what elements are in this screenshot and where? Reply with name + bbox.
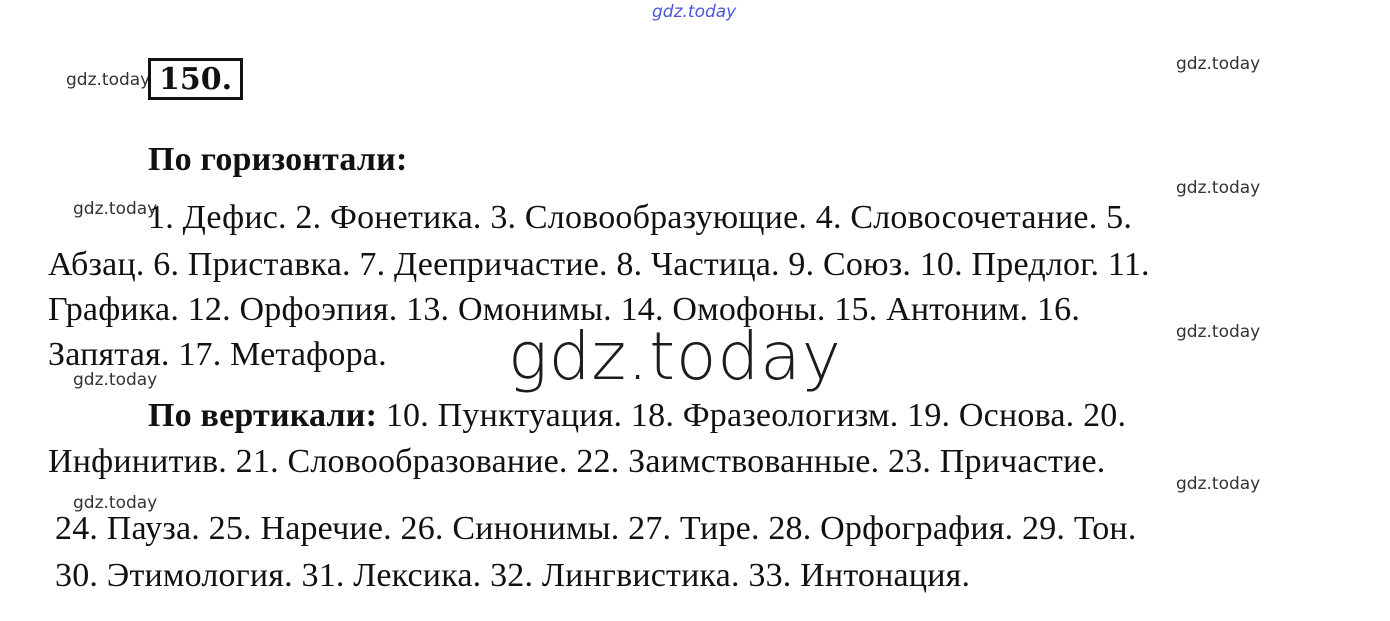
vertical-line-1: 10. Пунктуация. 18. Фразеологизм. 19. Основа. 20. [385, 397, 1127, 434]
vertical-line-1-row [148, 396, 1126, 436]
horizontal-heading: По горизонтали: [148, 141, 408, 178]
watermark-right-1: gdz.today [1176, 54, 1261, 74]
watermark-top: gdz.today [652, 2, 737, 22]
watermark-left-4: gdz.today [73, 493, 158, 513]
watermark-left-2: gdz.today [73, 199, 158, 219]
watermark-right-2: gdz.today [1176, 178, 1261, 198]
vertical-heading: По вертикали: [148, 397, 378, 434]
watermark-left-3: gdz.today [73, 370, 158, 390]
vertical-line-2: Инфинитив. 21. Словообразование. 22. Заимствованные. 23. Причастие. [48, 443, 1106, 480]
horizontal-line-1: 1. Дефис. 2. Фонетика. 3. Словообразующие. 4. Словосочетание. 5. [148, 199, 1133, 236]
watermark-right-3: gdz.today [1176, 322, 1261, 342]
horizontal-line-3: Графика. 12. Орфоэпия. 13. Омонимы. 14. Омофоны. 15. Антоним. 16. [48, 291, 1081, 328]
watermark-big: gdz.today [508, 318, 842, 395]
watermark-left-1: gdz.today [66, 70, 151, 90]
horizontal-line-4: Запятая. 17. Метафора. [48, 336, 387, 373]
vertical-line-3: 24. Пауза. 25. Наречие. 26. Синонимы. 27. Тире. 28. Орфография. 29. Тон. [55, 510, 1137, 547]
watermark-right-4: gdz.today [1176, 474, 1261, 494]
horizontal-line-2: Абзац. 6. Приставка. 7. Деепричастие. 8. Частица. 9. Союз. 10. Предлог. 11. [48, 246, 1150, 283]
task-number-text: 150. [159, 61, 233, 97]
vertical-line-4: 30. Этимология. 31. Лексика. 32. Лингвистика. 33. Интонация. [55, 557, 971, 594]
task-number [148, 58, 243, 100]
